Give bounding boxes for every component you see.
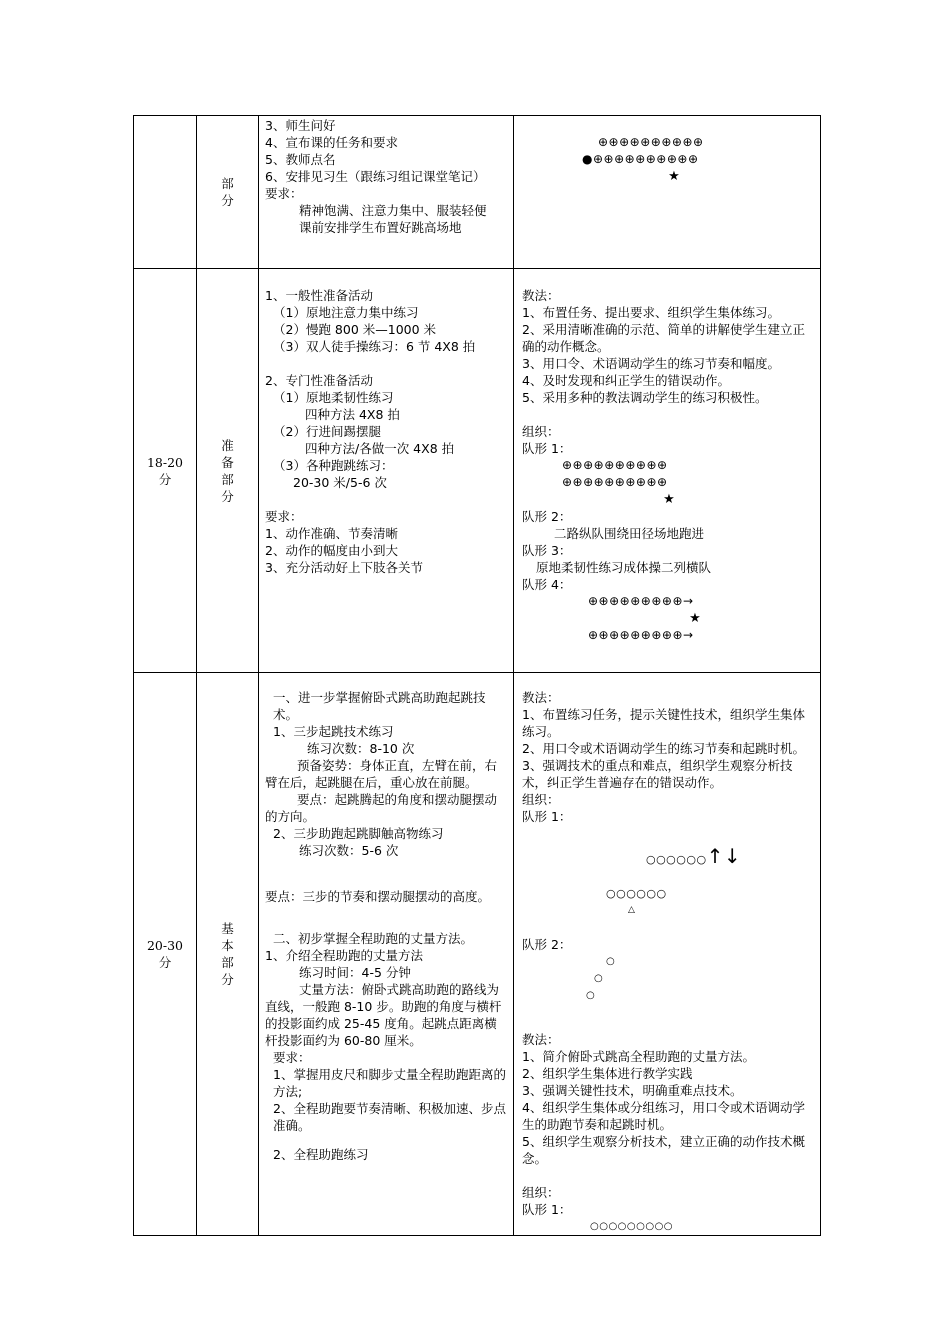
method-item: 2、组织学生集体进行教学实践 (522, 1066, 693, 1081)
formation-line: ○○○○○○ (645, 853, 707, 866)
formation-line: ⊕⊕⊕⊕⊕⊕⊕⊕⊕→ (588, 628, 694, 642)
content-line: 5、教师点名 (265, 152, 336, 167)
method-item: 5、采用多种的教法调动学生的练习积极性。 (522, 390, 768, 405)
method-title: 教法： (522, 1032, 560, 1047)
up-down-arrows-icon: ↑↓ (706, 844, 742, 868)
method-item: 1、简介俯卧式跳高全程助跑的丈量方法。 (522, 1049, 755, 1064)
part-label: 准备部分 (221, 437, 234, 504)
content-line: 要求： (265, 186, 303, 201)
content-line: 要点：起跳腾起的角度和摆动腿摆动的方向。 (265, 792, 498, 824)
formation-line: ○○○○○○○○○ (590, 1221, 674, 1232)
circle-icon: ○ (594, 973, 604, 984)
table-row (134, 116, 821, 269)
method-item: 2、用口令或术语调动学生的练习节奏和起跳时机。 (522, 741, 805, 756)
org-title: 组织： (522, 1185, 560, 1200)
table-row (134, 673, 821, 1236)
content-cell (259, 269, 514, 673)
time-cell (134, 673, 197, 1236)
content-line: （3）双人徒手操练习：6 节 4X8 拍 (273, 339, 476, 354)
formation-line: ⊕⊕⊕⊕⊕⊕⊕⊕⊕⊕ (562, 458, 668, 472)
method-item: 1、布置任务、提出要求、组织学生集体练习。 (522, 305, 780, 320)
content-line: （2）行进间踢摆腿 (273, 424, 381, 439)
content-line: 练习次数：5-6 次 (299, 843, 399, 858)
part-label: 部分 (221, 176, 234, 208)
content-line: 2、三步助跑起跳脚触高物练习 (273, 826, 444, 841)
method-item: 3、用口令、术语调动学生的练习节奏和幅度。 (522, 356, 780, 371)
content-line: 练习次数：8-10 次 (307, 741, 415, 756)
content-line: 要点：三步的节奏和摆动腿摆动的高度。 (265, 889, 491, 904)
content-line: 要求： (273, 1050, 311, 1065)
method-title: 教法： (522, 288, 560, 303)
org-title: 组织： (522, 424, 560, 439)
method-cell (514, 673, 821, 1236)
method-cell (514, 269, 821, 673)
content-cell (259, 116, 514, 269)
part-label: 基本部分 (221, 921, 234, 987)
org-title: 组织： (522, 792, 560, 807)
formation-line: ⊕⊕⊕⊕⊕⊕⊕⊕⊕⊕ (598, 135, 704, 149)
circle-icon: ○ (586, 990, 596, 1001)
formation-text: 二路纵队围绕田径场地跑进 (554, 526, 705, 541)
teacher-star-icon: ★ (663, 492, 675, 507)
formation-label: 队形 1： (522, 441, 572, 456)
formation-line: ○○○○○○ (606, 887, 667, 900)
content-line: 3、师生问好 (265, 118, 336, 133)
content-line: 二、初步掌握全程助跑的丈量方法。 (273, 931, 474, 946)
formation-line: ●⊕⊕⊕⊕⊕⊕⊕⊕⊕⊕ (582, 152, 699, 166)
content-line: 4、宣布课的任务和要求 (265, 135, 398, 150)
content-line: 3、充分活动好上下肢各关节 (265, 560, 423, 575)
content-line: 20-30 米/5-6 次 (293, 475, 387, 490)
content-line: 要求： (265, 509, 303, 524)
content-line: 2、专门性准备活动 (265, 373, 373, 388)
content-line: 1、介绍全程助跑的丈量方法 (265, 948, 423, 963)
time-label: 18-20分 (146, 454, 184, 487)
content-line: 一、进一步掌握俯卧式跳高助跑起跳技术。 (273, 690, 486, 722)
table-row (134, 269, 821, 673)
content-line: 6、安排见习生（跟练习组记课堂笔记） (265, 169, 486, 184)
formation-line: ⊕⊕⊕⊕⊕⊕⊕⊕⊕⊕ (562, 475, 668, 489)
formation-label: 队形 4： (522, 577, 572, 592)
content-line: 1、一般性准备活动 (265, 288, 373, 303)
content-line: 2、全程助跑练习 (273, 1147, 369, 1162)
formation-label: 队形 2： (522, 509, 572, 524)
part-cell (197, 116, 259, 269)
content-line: 预备姿势：身体正直，左臂在前，右臂在后，起跳腿在后，重心放在前腿。 (265, 758, 498, 790)
part-cell (197, 673, 259, 1236)
method-item: 1、布置练习任务，提示关键性技术，组织学生集体练习。 (522, 707, 805, 739)
formation-label: 队形 1： (522, 809, 572, 824)
method-item: 4、组织学生集体或分组练习，用口令或术语调动学生的助跑节奏和起跳时机。 (522, 1100, 805, 1132)
circle-icon: ○ (606, 956, 616, 967)
teacher-star-icon: ★ (668, 169, 680, 184)
content-line: 练习时间：4-5 分钟 (299, 965, 411, 980)
time-cell (134, 116, 197, 269)
content-line: 课前安排学生布置好跳高场地 (299, 220, 462, 235)
formation-label: 队形 2： (522, 937, 572, 952)
content-line: （2）慢跑 800 米—1000 米 (273, 322, 437, 337)
content-line: 四种方法 4X8 拍 (305, 407, 400, 422)
method-item: 5、组织学生观察分析技术，建立正确的动作技术概念。 (522, 1134, 805, 1166)
formation-line: ⊕⊕⊕⊕⊕⊕⊕⊕⊕→ (588, 594, 694, 608)
content-line: （1）原地柔韧性练习 (273, 390, 394, 405)
content-line: 1、三步起跳技术练习 (273, 724, 394, 739)
part-cell (197, 269, 259, 673)
method-item: 4、及时发现和纠正学生的错误动作。 (522, 373, 730, 388)
content-line: 四种方法/各做一次 4X8 拍 (305, 441, 455, 456)
formation-text: 原地柔韧性练习成体操二列横队 (536, 560, 712, 575)
content-line: （3）各种跑跳练习： (273, 458, 394, 473)
method-item: 2、采用清晰准确的示范、简单的讲解使学生建立正确的动作概念。 (522, 322, 805, 354)
content-line: 丈量方法：俯卧式跳高助跑的路线为直线，一般跑 8-10 步。助跑的角度与横杆的投影面约成 25-45 度角。起跳点距离横杆投影面约为 60-80 厘米。 (265, 982, 502, 1048)
method-title: 教法： (522, 690, 560, 705)
lesson-plan-table (133, 115, 821, 1236)
content-line: 2、动作的幅度由小到大 (265, 543, 398, 558)
formation-label: 队形 1： (522, 1202, 572, 1217)
method-item: 3、强调关键性技术，明确重难点技术。 (522, 1083, 743, 1098)
content-line: （1）原地注意力集中练习 (273, 305, 419, 320)
content-line: 2、全程助跑要节奏清晰、积极加速、步点准确。 (273, 1101, 506, 1133)
formation-label: 队形 3： (522, 543, 572, 558)
content-line: 精神饱满、注意力集中、服装轻便 (299, 203, 487, 218)
content-line: 1、动作准确、节奏清晰 (265, 526, 398, 541)
time-cell (134, 269, 197, 673)
method-item: 3、强调技术的重点和难点，组织学生观察分析技术，纠正学生普遍存在的错误动作。 (522, 758, 793, 790)
triangle-icon: △ (628, 905, 636, 915)
content-cell (259, 673, 514, 1236)
method-cell (514, 116, 821, 269)
content-line: 1、掌握用皮尺和脚步丈量全程助跑距离的方法; (273, 1067, 506, 1099)
time-label: 20-30分 (146, 938, 184, 970)
teacher-star-icon: ★ (689, 611, 701, 626)
